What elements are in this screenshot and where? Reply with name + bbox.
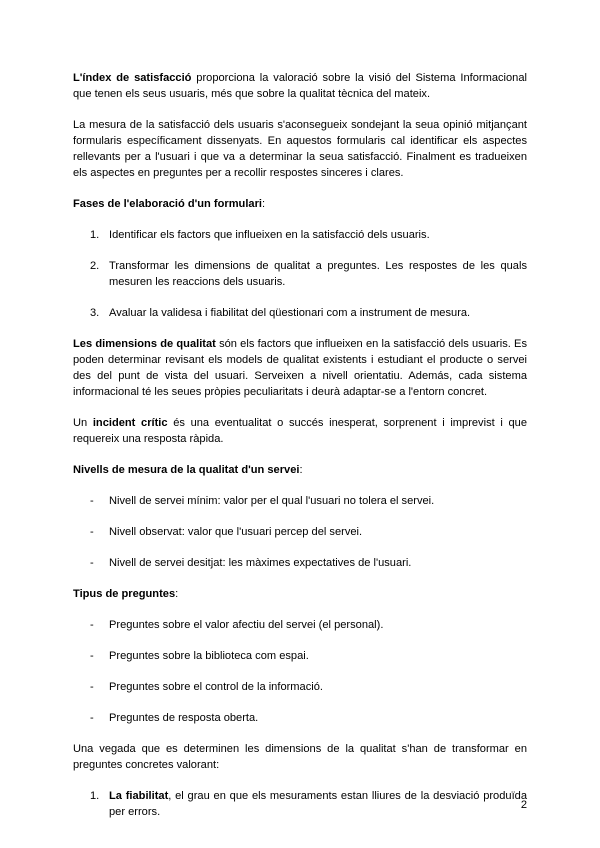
list-nivells [73, 493, 527, 571]
term-index-satisfaccio: L'índex de satisfacció [73, 72, 192, 84]
paragraph-incident-critic: Un incident crític és una eventualitat o succés inesperat, sorprenent i imprevist i que requereix una resposta ràpida. [73, 417, 527, 445]
list-item: - Nivell de servei mínim: valor per el qual l'usuari no tolera el servei. [90, 495, 435, 507]
heading-nivells: Nivells de mesura de la qualitat d'un servei: [73, 464, 303, 476]
list-item: 3. Avaluar la validesa i fiabilitat del qüestionari com a instrument de mesura. [90, 307, 471, 319]
heading-fases: Fases de l'elaboració d'un formulari: [73, 198, 266, 210]
document-page [73, 70, 527, 820]
list-fases [73, 227, 527, 321]
list-tipus [73, 617, 527, 726]
paragraph-index-satisfaccio: L'índex de satisfacció proporciona la valoració sobre la visió del Sistema Informacional que tenen els seus usuaris, més que sobre la qualitat tècnica del mateix. [73, 72, 527, 100]
term-fiabilitat: La fiabilitat [109, 790, 169, 802]
list-item: - Preguntes sobre la biblioteca com espai. [90, 650, 309, 662]
paragraph-mesura-satisfaccio: La mesura de la satisfacció dels usuaris s'aconsegueix sondejant la seua opinió mitjançant formularis específicament dissenyats. En aquestos formularis cal identificar els aspectes rellevants per a l'usuari i que va a determinar la seua satisfacció. Finalment es tradueixen els aspectes en preguntes per a recollir respostes sinceres i clares. [73, 119, 527, 179]
list-item: - Nivell observat: valor que l'usuari percep del servei. [90, 526, 363, 538]
list-item: 2. Transformar les dimensions de qualitat a preguntes. Les respostes de les quals mesuren les reaccions dels usuaris. [90, 260, 527, 288]
list-item: - Preguntes sobre el control de la informació. [90, 681, 323, 693]
list-item: 1. Identificar els factors que influeixen en la satisfacció dels usuaris. [90, 229, 430, 241]
paragraph-dimensions-qualitat: Les dimensions de qualitat són els factors que influeixen en la satisfacció dels usuaris. Es poden determinar revisant els models de qualitat existents i estudiant el producte o servei des del punt de vista del usuari. Serveixen a nivell orientatiu. Además, cada sistema informacional té les seues pròpies peculiaritats i deurà adaptar-se a l'entorn concret. [73, 338, 527, 398]
paragraph-transformar: Una vegada que es determinen les dimensions de la qualitat s'han de transformar en preguntes concretes valorant: [73, 743, 527, 771]
term-dimensions-qualitat: Les dimensions de qualitat [73, 338, 216, 350]
term-incident-critic: incident crític [92, 417, 168, 429]
list-final [73, 788, 527, 820]
page-number: 2 [520, 799, 527, 811]
list-item: - Preguntes de resposta oberta. [90, 712, 259, 724]
list-item: - Nivell de servei desitjat: les màximes expectatives de l'usuari. [90, 557, 412, 569]
list-item: - Preguntes sobre el valor afectiu del servei (el personal). [90, 619, 384, 631]
list-item: 1. La fiabilitat, el grau en que els mesuraments estan lliures de la desviació produïda per errors. [90, 790, 527, 818]
heading-tipus: Tipus de preguntes: [73, 588, 179, 600]
